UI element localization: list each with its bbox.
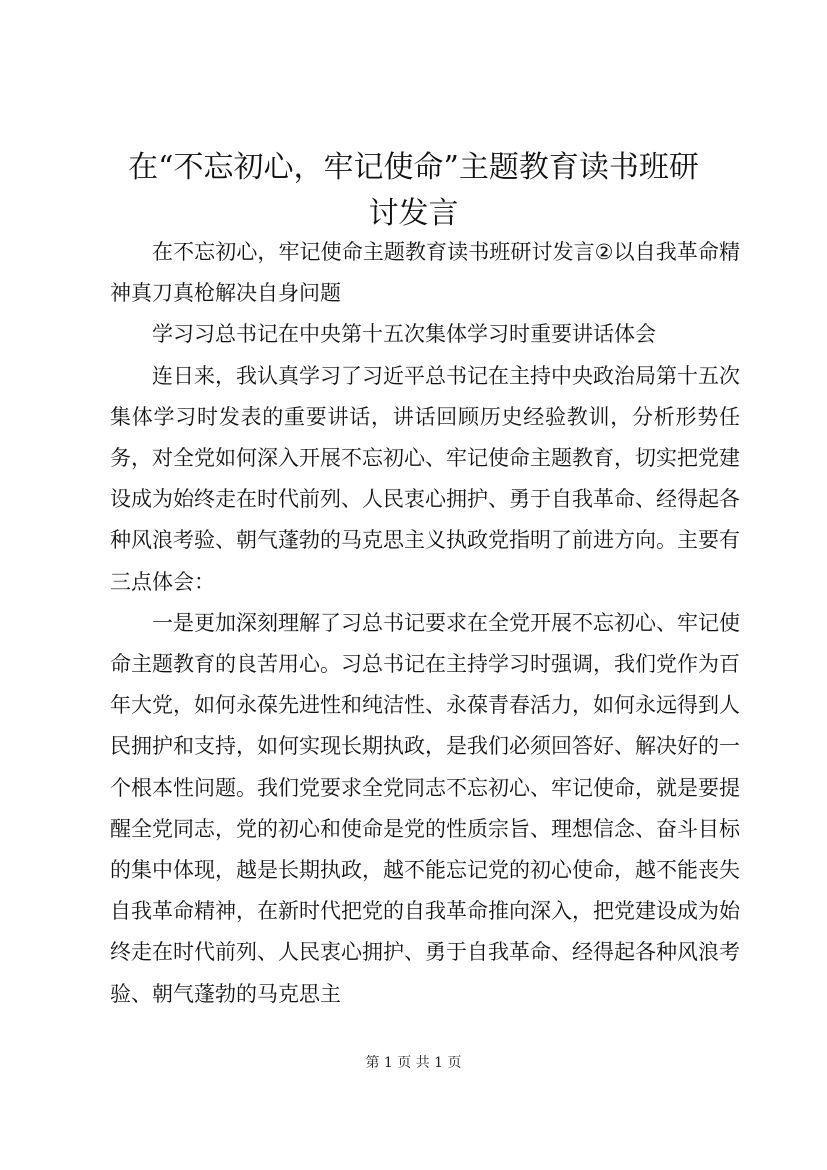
document-title — [100, 145, 727, 237]
title-line-2: 讨发言 — [368, 196, 459, 231]
paragraph-heading: 学习习总书记在中央第十五次集体学习时重要讲话体会 — [152, 322, 656, 347]
paragraph-subtitle: 在不忘初心，牢记使命主题教育读书班研讨发言②以自我革命精神真刀真枪解决自身问题 — [110, 240, 740, 306]
paragraph-point-one: 一是更加深刻理解了习总书记要求在全党开展不忘初心、牢记使命主题教育的良苦用心。习总书记在主持学习时强调，我们党作为百年大党，如何永葆先进性和纯洁性、永葆青春活力，如何永远得到人民拥护和支持，如何实现长期执政，是我们必须回答好、解决好的一个根本性问题。我们党要求全党同志不忘初心、牢记使命，就是要提醒全党同志，党的初心和使命是党的性质宗旨、理想信念、奋斗目标的集中体现，越是长期执政，越不能忘记党的初心使命，越不能丧失自我革命精神，在新时代把党的自我革命推向深入，把党建设成为始终走在时代前列、人民衷心拥护、勇于自我革命、经得起各种风浪考验、朝气蓬勃的马克思主 — [110, 610, 740, 1006]
paragraph-intro: 连日来，我认真学习了习近平总书记在主持中央政治局第十五次集体学习时发表的重要讲话，讲话回顾历史经验教训，分析形势任务，对全党如何深入开展不忘初心、牢记使命主题教育，切实把党建设成为始终走在时代前列、人民衷心拥护、勇于自我革命、经得起各种风浪考验、朝气蓬勃的马克思主义执政党指明了前进方向。主要有三点体会： — [110, 363, 740, 594]
title-line-1: 在“不忘初心，牢记使命”主题教育读书班研 — [128, 150, 699, 185]
page-footer: 第 1 页 共 1 页 — [365, 1055, 462, 1071]
document-body — [110, 232, 740, 1015]
